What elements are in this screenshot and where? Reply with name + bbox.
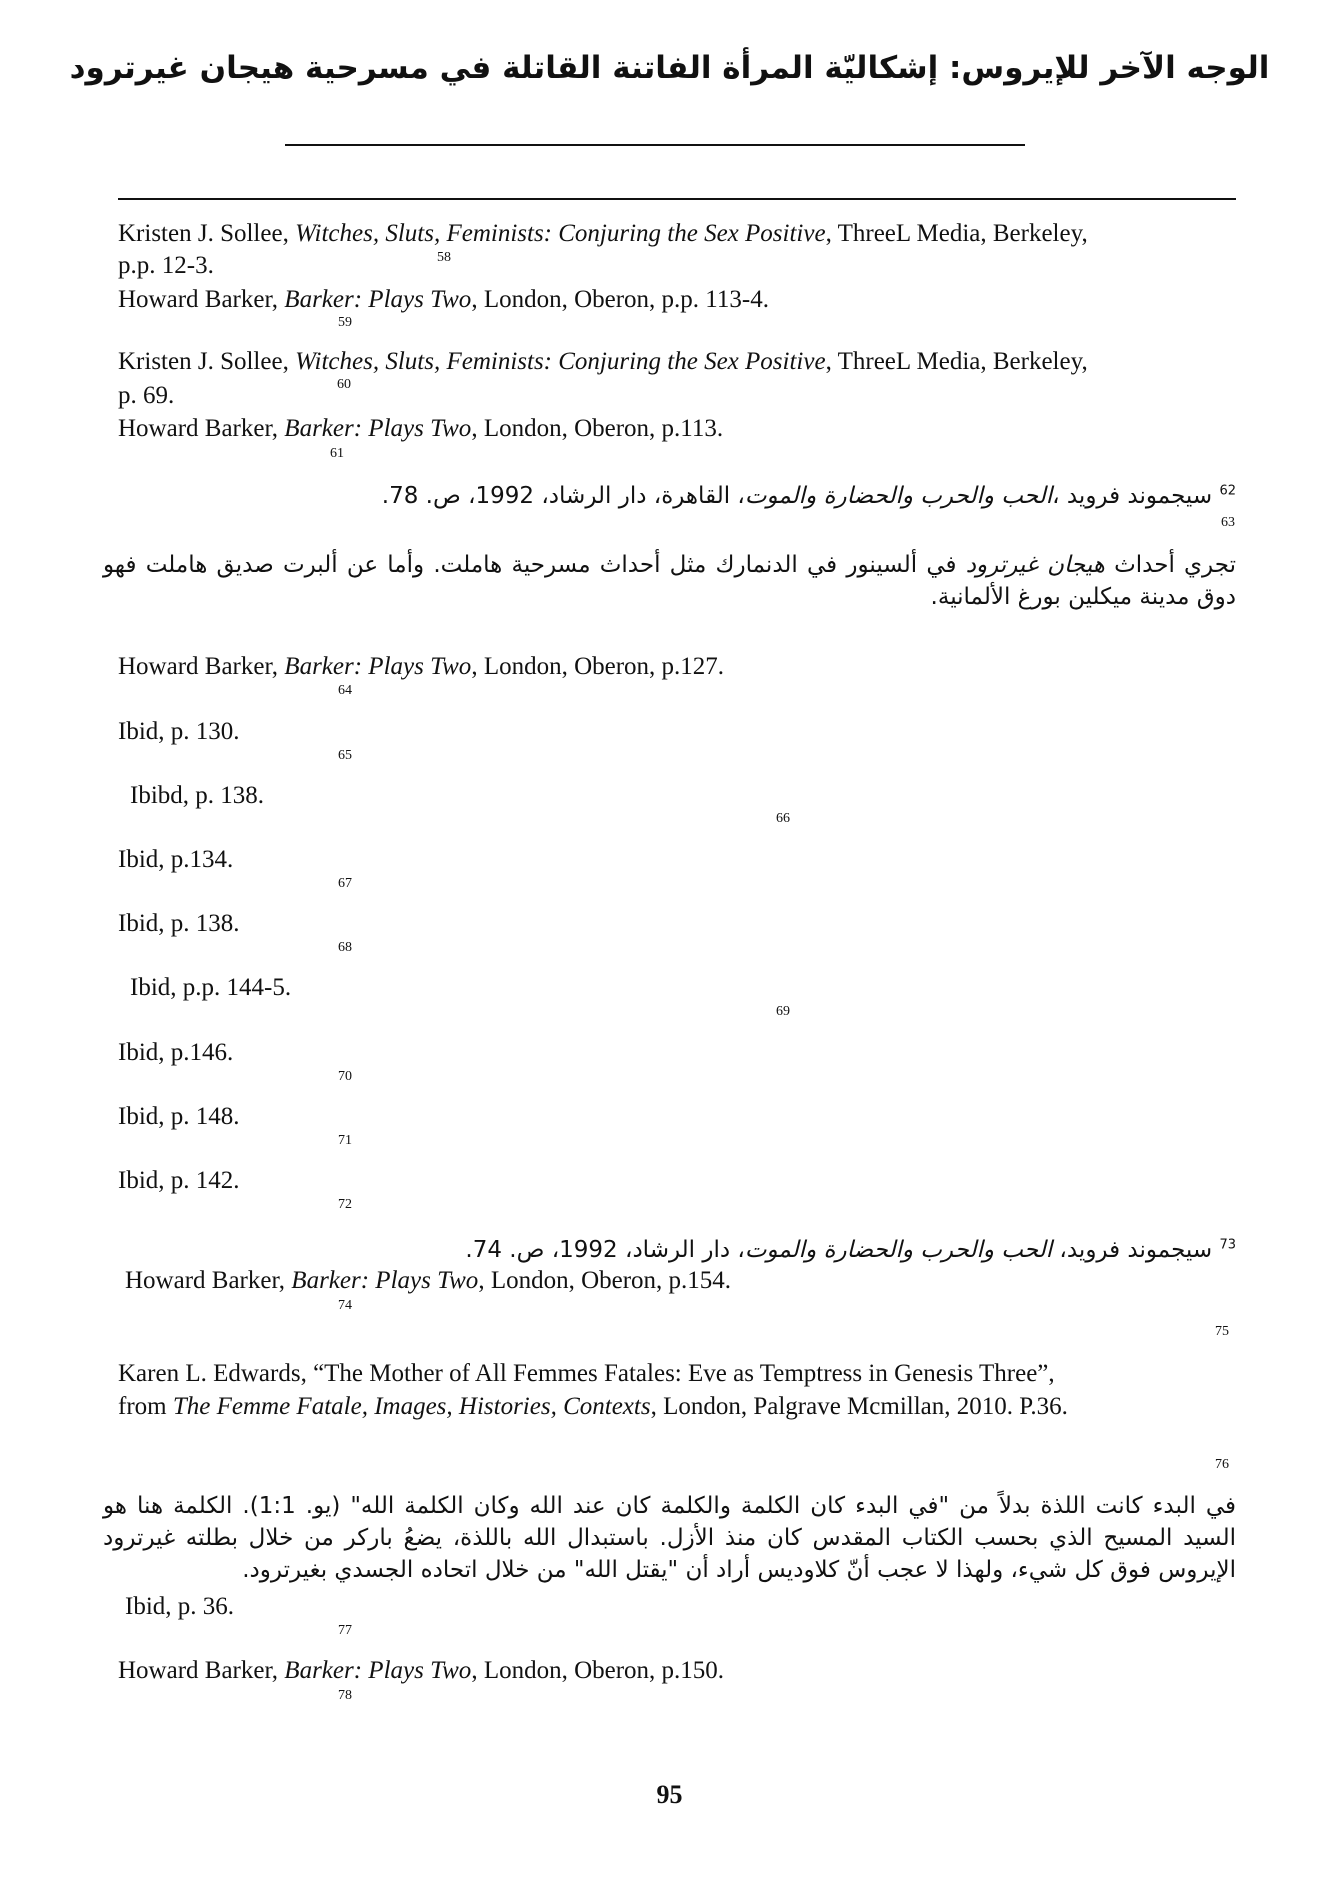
footnote-65: Ibid, p. 130. [118,718,240,745]
footnote-62: $^{62}$ سيجموند فرويد ،الحب والحرب والحضارة والموت، القاهرة، دار الرشاد، 1992، ص. 78. [381,483,1236,509]
footnote-63: تجري أحداث هيجان غيرترود في ألسينور في الدنمارك مثل أحداث مسرحية هاملت. وأما عن ألبرت صديق هاملت فهو دوق مدينة ميكلين بورغ الألمانية. [103,552,1236,610]
footnote-74: Howard Barker, Barker: Plays Two, London, Oberon, p.154. [125,1267,732,1294]
page-title: الوجه الآخر للإيروس: إشكاليّة المرأة الفاتنة القاتلة في مسرحية هيجان غيرترود [69,50,1270,86]
footnote-78: Howard Barker, Barker: Plays Two, London, Oberon, p.150. [118,1657,725,1684]
footnote-number-64: 64 [338,683,352,698]
footnote-number-63: 63 [1221,515,1235,530]
footnote-number-76: 76 [1215,1457,1229,1472]
footnote-number-77: 77 [338,1623,352,1638]
footnote-70: Ibid, p.146. [118,1039,234,1066]
footnote-71: Ibid, p. 148. [118,1103,240,1130]
footnote-72: Ibid, p. 142. [118,1167,240,1194]
footnote-61: Howard Barker, Barker: Plays Two, London, Oberon, p.113. [118,415,724,442]
footnote-number-78: 78 [338,1688,352,1703]
footnote-58-line2: p.p. 12-3. [118,252,214,279]
footnote-64: Howard Barker, Barker: Plays Two, London, Oberon, p.127. [118,653,725,680]
footnote-75-line2: from The Femme Fatale, Images, Histories, Contexts, London, Palgrave Mcmillan, 2010. P.36. [118,1393,1068,1420]
footnote-number-66: 66 [776,811,790,826]
footnote-number-73: 73 [1219,1237,1236,1253]
page-number: 95 [656,1780,683,1809]
footnote-68: Ibid, p. 138. [118,910,240,937]
footnote-number-72: 72 [338,1197,352,1212]
footnote-69: Ibid, p.p. 144-5. [130,974,292,1001]
footnote-number-62: 62 [1219,483,1236,499]
footnote-number-71: 71 [338,1133,352,1148]
footnote-60-line2: p. 69. [118,382,175,409]
footnote-73: $^{73}$ سيجموند فرويد، الحب والحرب والحضارة والموت، دار الرشاد، 1992، ص. 74. [465,1237,1236,1263]
footnote-number-59: 59 [338,315,352,330]
footnote-75-line1: Karen L. Edwards, “The Mother of All Femmes Fatales: Eve as Temptress in Genesis Three”, [118,1360,1055,1387]
title-underline [285,144,1025,146]
footnote-number-67: 67 [338,876,352,891]
footnote-number-61: 61 [330,446,344,461]
footnote-separator [118,198,1236,200]
footnote-number-68: 68 [338,940,352,955]
footnote-66: Ibibd, p. 138. [130,782,265,809]
footnote-76: في البدء كانت اللذة بدلاً من "في البدء كان الكلمة والكلمة كان عند الله وكان الكلمة الله" (يو. 1:1). الكلمة هنا هو السيد المسيح الذي بحسب الكتاب المقدس كان منذ الأزل. باستبدال الله باللذة، يضعُ باركر من خلال بطلته غيرترود الإيروس فوق كل شيء، ولهذا لا عجب أنّ كلاوديس أراد أن "يقتل الله" من خلال اتحاده الجسدي بغيرترود. [103,1493,1237,1583]
footnote-number-70: 70 [338,1069,352,1084]
footnote-number-69: 69 [776,1004,790,1019]
footnote-67: Ibid, p.134. [118,846,234,873]
footnote-number-58: 58 [437,250,451,265]
footnote-number-60: 60 [337,377,351,392]
footnote-58-line1: Kristen J. Sollee, Witches, Sluts, Feminists: Conjuring the Sex Positive, ThreeL Media, Berkeley, [118,220,1088,247]
footnote-number-75: 75 [1215,1324,1229,1339]
footnote-number-74: 74 [338,1298,352,1313]
footnote-77: Ibid, p. 36. [125,1593,235,1620]
footnote-59: Howard Barker, Barker: Plays Two, London, Oberon, p.p. 113-4. [118,286,769,313]
footnote-number-65: 65 [338,748,352,763]
footnote-60-line1: Kristen J. Sollee, Witches, Sluts, Feminists: Conjuring the Sex Positive, ThreeL Media, Berkeley, [118,348,1088,375]
